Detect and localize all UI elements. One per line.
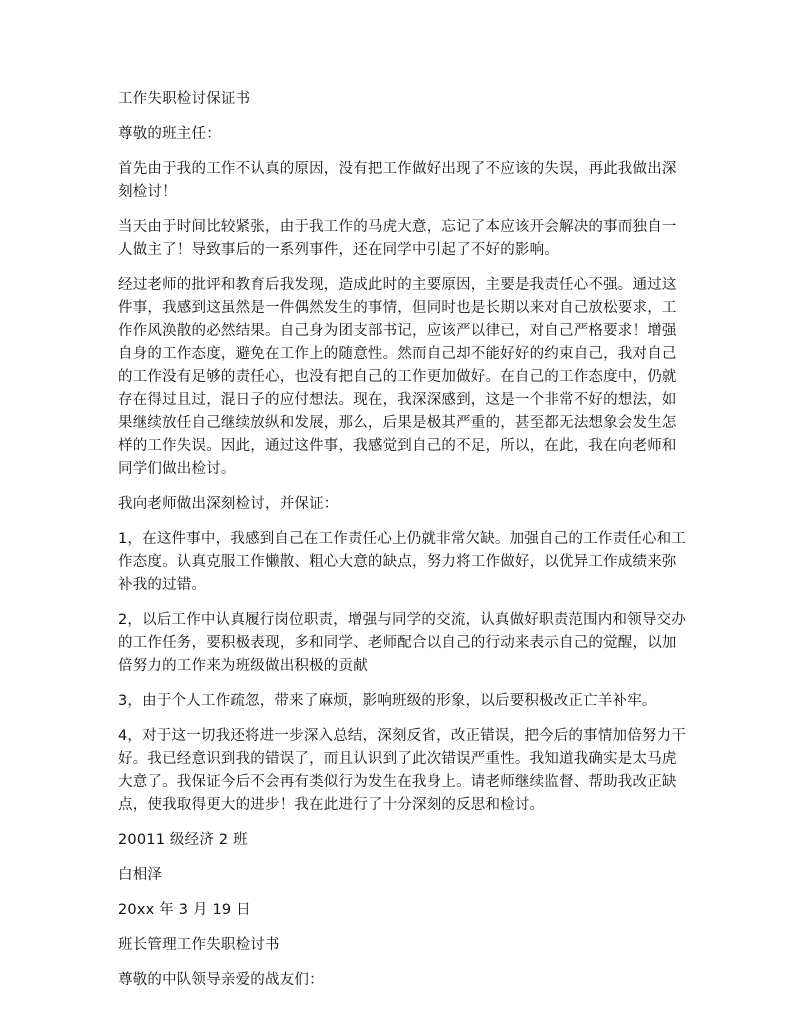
- class-line: 20011 级经济 2 班: [118, 832, 248, 848]
- pledge-item-2: 2，以后工作中认真履行岗位职责，增强与同学的交流，认真做好职责范围内和领导交办的工作任务，要积极表现，多和同学、老师配合以自己的行动来表示自己的觉醒，以加倍努力的工作来为班级做出积极的贡献: [118, 612, 687, 674]
- paragraph-reflection: 经过老师的批评和教育后我发现，造成此时的主要原因，主要是我责任心不强。通过这件事，我感到这虽然是一件偶然发生的事情，但同时也是长期以来对自己放松要求，工作作风涣散的必然结果。自己身为团支部书记，应该严以律已，对自己严格要求！增强自身的工作态度，避免在工作上的随意性。然而自己却不能好好的约束自己，我对自己的工作没有足够的责任心，也没有把自己的工作更加做好。在自己的工作态度中，仍就存在得过且过，混日子的应付想法。现在，我深深感到，这是一个非常不好的想法，如果继续放任自己继续放纵和发展，那么，后果是极其严重的，甚至都无法想象会发生怎样的工作失误。因此，通过这件事，我感觉到自己的不足，所以，在此，我在向老师和同学们做出检讨。: [118, 277, 677, 477]
- paragraph-incident: 当天由于时间比较紧张，由于我工作的马虎大意，忘记了本应该开会解决的事而独自一人做主了！导致事后的一系列事件，还在同学中引起了不好的影响。: [118, 219, 677, 258]
- pledge-item-3: 3，由于个人工作疏忽，带来了麻烦，影响班级的形象，以后要积极改正亡羊补牢。: [118, 693, 657, 709]
- date-line: 20xx 年 3 月 19 日: [118, 902, 251, 918]
- salutation: 尊敬的班主任：: [118, 126, 221, 142]
- next-document-title: 班长管理工作失职检讨书: [118, 937, 280, 953]
- next-salutation: 尊敬的中队领导亲爱的战友们：: [118, 972, 324, 988]
- paragraph-intro: 首先由于我的工作不认真的原因，没有把工作做好出现了不应该的失误，再此我做出深刻检讨！: [118, 161, 677, 200]
- pledge-item-4: 4，对于这一切我还将进一步深入总结，深刻反省，改正错误，把今后的事情加倍努力干好。我已经意识到我的错误了，而且认识到了此次错误严重性。我知道我确实是太马虎大意了。我保证今后不会再有类似行为发生在我身上。请老师继续监督、帮助我改正缺点，使我取得更大的进步！我在此进行了十分深刻的反思和检讨。: [118, 728, 687, 813]
- author-name: 白相泽: [118, 867, 163, 883]
- paragraph-pledge-intro: 我向老师做出深刻检讨，并保证：: [118, 496, 339, 512]
- pledge-item-1: 1，在这件事中，我感到自己在工作责任心上仍就非常欠缺。加强自己的工作责任心和工作态度。认真克服工作懒散、粗心大意的缺点，努力将工作做好，以优异工作成绩来弥补我的过错。: [118, 531, 687, 593]
- document-title: 工作失职检讨保证书: [118, 91, 251, 107]
